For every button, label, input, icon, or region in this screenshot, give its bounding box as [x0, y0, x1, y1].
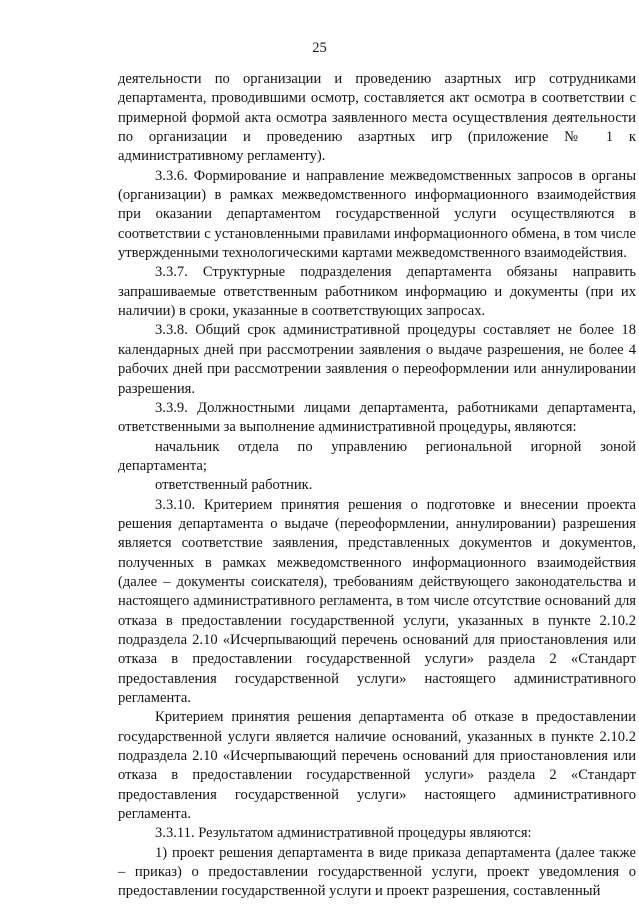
paragraph-3-3-11: 3.3.11. Результатом административной процедуры являются: — [155, 825, 532, 842]
list-item-department-head: начальник отдела по управлению региональной игорной зоной департамента; — [118, 438, 636, 474]
paragraph-3-3-6: 3.3.6. Формирование и направление межведомственных запросов в органы (организации) в рамках межведомственного информационного взаимодействия при оказании департаментом государственной услуги осуществляются в соответствии с установленными правилами информационного обмена, в том числе утвержденными технологическими картами межведомственного взаимодействия. — [118, 167, 636, 262]
page-number: 25 — [312, 40, 327, 56]
paragraph-3-3-10: 3.3.10. Критерием принятия решения о подготовке и внесении проекта решения департамента о выдаче (переоформлении, аннулировании) разрешения является соответствие заявления, представленных документов и документов, полученных в рамках межведомственного информационного взаимодействия (далее – документы соискателя), требованиям действующего законодательства и настоящего административного регламента, в том числе отсутствие оснований для отказа в предоставлении государственной услуги, указанных в пункте 2.10.2 подраздела 2.10 «Исчерпывающий перечень оснований для приостановления или отказа в предоставлении государственной услуги» раздела 2 «Стандарт предоставления государственной услуги» настоящего административного регламента. — [118, 496, 636, 706]
paragraph-3-3-9: 3.3.9. Должностными лицами департамента, работниками департамента, ответственными за выполнение административной процедуры, являются: — [118, 399, 636, 436]
paragraph-3-3-7: 3.3.7. Структурные подразделения департамента обязаны направить запрашиваемые ответственным работником информацию и документы (при их наличии) в сроки, указанные в соответствующих запросах. — [118, 264, 636, 320]
list-item-1-draft-decision: 1) проект решения департамента в виде приказа департамента (далее также – приказ) о предоставлении государственной услуги, проект уведомления о предоставлении государственной услуги и проект разрешения, составленный — [118, 844, 636, 900]
paragraph-continuation: деятельности по организации и проведению азартных игр сотрудниками департамента, проводившими осмотр, составляется акт осмотра в соответствии с примерной формой акта осмотра заявленного места осуществления деятельности по организации и проведению азартных игр (приложение № 1 к административному регламенту). — [118, 71, 636, 165]
paragraph-refusal-criterion: Критерием принятия решения департамента об отказе в предоставлении государственной услуги является наличие оснований, указанных в пункте 2.10.2 подраздела 2.10 «Исчерпывающий перечень оснований для приостановления или отказа в предоставлении государственной услуги» раздела 2 «Стандарт предоставления государственной услуги» настоящего административного регламента. — [118, 709, 636, 823]
list-item-responsible-worker: ответственный работник. — [155, 477, 313, 494]
paragraph-3-3-8: 3.3.8. Общий срок административной процедуры составляет не более 18 календарных дней при рассмотрении заявления о выдаче разрешения, не более 4 рабочих дней при рассмотрении заявления о переоформлении или аннулировании разрешения. — [118, 322, 636, 397]
document-body — [118, 70, 636, 902]
